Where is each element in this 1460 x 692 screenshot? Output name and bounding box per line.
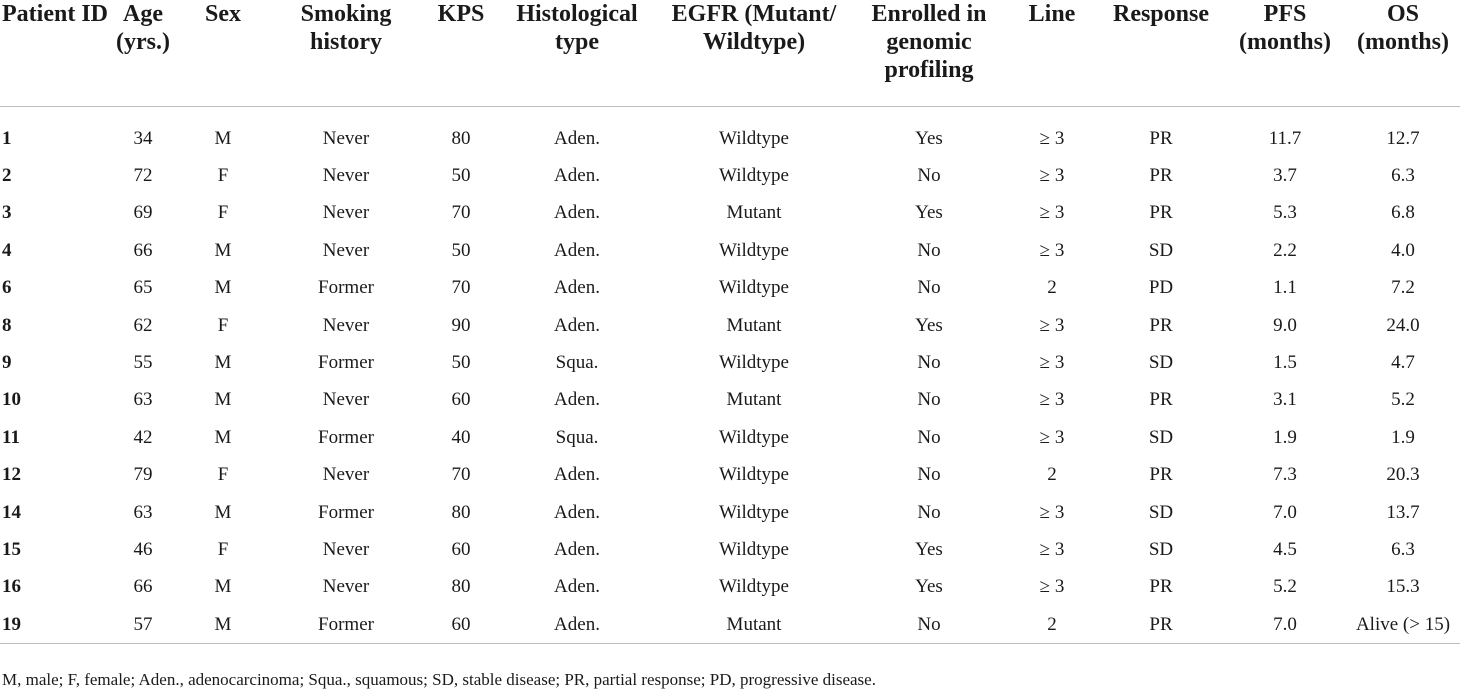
- table-row: [0, 120, 1460, 157]
- table-row: [0, 157, 1460, 194]
- cell-sex: M: [214, 426, 232, 448]
- cell-age: 42: [133, 426, 153, 448]
- cell-smoking-history: Never: [322, 165, 370, 187]
- cell-pfs: 11.7: [1268, 127, 1302, 149]
- cell-line: 2: [1047, 277, 1057, 299]
- cell-patient-id: 1: [2, 127, 12, 149]
- cell-genomic-profiling: No: [917, 165, 941, 187]
- header-egfr: EGFR (Mutant/ Wildtype): [656, 0, 852, 107]
- cell-os: 6.3: [1391, 538, 1415, 560]
- header-age: Age (yrs.): [108, 0, 178, 107]
- cell-patient-id: 15: [2, 538, 21, 560]
- cell-sex: M: [214, 389, 232, 411]
- header-row: [0, 0, 1460, 107]
- table-row: [0, 195, 1460, 232]
- cell-histological-type: Squa.: [555, 352, 599, 374]
- cell-egfr: Wildtype: [719, 239, 789, 261]
- cell-genomic-profiling: No: [852, 606, 1006, 644]
- cell-os: 5.2: [1391, 389, 1415, 411]
- cell-sex: M: [214, 239, 232, 261]
- cell-sex: M: [214, 127, 232, 149]
- spacer-row: [0, 107, 1460, 121]
- cell-egfr: Wildtype: [719, 576, 789, 598]
- cell-line: 2: [1047, 464, 1057, 486]
- cell-patient-id: 19: [0, 606, 108, 644]
- cell-egfr: Wildtype: [719, 464, 789, 486]
- cell-sex: M: [178, 606, 268, 644]
- cell-pfs: 2.2: [1273, 239, 1297, 261]
- cell-response: PR: [1149, 576, 1173, 598]
- cell-os: 4.0: [1391, 239, 1415, 261]
- table-row: [0, 232, 1460, 269]
- cell-kps: 60: [424, 606, 498, 644]
- cell-smoking-history: Former: [318, 277, 374, 299]
- cell-egfr: Wildtype: [719, 352, 789, 374]
- cell-egfr: Wildtype: [719, 277, 789, 299]
- cell-line: ≥ 3: [1039, 538, 1065, 560]
- cell-line: ≥ 3: [1039, 165, 1065, 187]
- cell-genomic-profiling: Yes: [915, 576, 943, 598]
- cell-line: ≥ 3: [1039, 239, 1065, 261]
- cell-patient-id: 16: [2, 576, 21, 598]
- cell-egfr: Mutant: [726, 389, 782, 411]
- cell-line: ≥ 3: [1039, 352, 1065, 374]
- header-response: Response: [1098, 0, 1224, 107]
- cell-response: PR: [1149, 165, 1173, 187]
- cell-histological-type: Squa.: [555, 426, 599, 448]
- cell-line: ≥ 3: [1039, 314, 1065, 336]
- header-line: Line: [1006, 0, 1098, 107]
- cell-age: 62: [133, 314, 153, 336]
- cell-age: 79: [133, 464, 153, 486]
- table-row: [0, 606, 1460, 644]
- cell-histological-type: Aden.: [554, 314, 600, 336]
- cell-line: ≥ 3: [1039, 576, 1065, 598]
- cell-smoking-history: Former: [318, 426, 374, 448]
- cell-pfs: 7.0: [1224, 606, 1346, 644]
- cell-genomic-profiling: No: [917, 239, 941, 261]
- table-row: [0, 344, 1460, 381]
- cell-histological-type: Aden.: [554, 239, 600, 261]
- cell-genomic-profiling: Yes: [915, 538, 943, 560]
- cell-age: 46: [133, 538, 153, 560]
- cell-patient-id: 3: [2, 202, 12, 224]
- cell-histological-type: Aden.: [554, 127, 600, 149]
- cell-response: SD: [1148, 426, 1174, 448]
- cell-response: PR: [1149, 314, 1173, 336]
- cell-pfs: 3.1: [1273, 389, 1297, 411]
- table-row: [0, 419, 1460, 456]
- cell-genomic-profiling: No: [917, 464, 941, 486]
- cell-os: 24.0: [1386, 314, 1420, 336]
- cell-pfs: 1.1: [1273, 277, 1297, 299]
- table-row: [0, 270, 1460, 307]
- cell-patient-id: 9: [2, 352, 12, 374]
- cell-sex: F: [217, 538, 229, 560]
- cell-os: 7.2: [1391, 277, 1415, 299]
- cell-os: 6.8: [1391, 202, 1415, 224]
- cell-genomic-profiling: No: [917, 426, 941, 448]
- cell-os: 12.7: [1386, 127, 1420, 149]
- cell-pfs: 5.2: [1273, 576, 1297, 598]
- cell-smoking-history: Never: [322, 127, 370, 149]
- cell-smoking-history: Never: [322, 202, 370, 224]
- cell-os: 1.9: [1391, 426, 1415, 448]
- cell-egfr: Mutant: [726, 202, 782, 224]
- cell-egfr: Mutant: [726, 314, 782, 336]
- cell-genomic-profiling: Yes: [915, 127, 943, 149]
- cell-line: ≥ 3: [1039, 202, 1065, 224]
- header-smoking-history: Smoking history: [268, 0, 424, 107]
- cell-sex: M: [214, 501, 232, 523]
- cell-smoking-history: Never: [322, 576, 370, 598]
- header-genomic-profiling: Enrolled in genomic profiling: [852, 0, 1006, 107]
- header-sex: Sex: [178, 0, 268, 107]
- header-patient-id: Patient ID: [0, 0, 108, 107]
- header-kps: KPS: [424, 0, 498, 107]
- cell-kps: 90: [451, 314, 471, 336]
- cell-line: 2: [1006, 606, 1098, 644]
- cell-histological-type: Aden.: [554, 389, 600, 411]
- header-os: OS (months): [1346, 0, 1460, 107]
- cell-kps: 40: [451, 426, 471, 448]
- cell-histological-type: Aden.: [554, 501, 600, 523]
- cell-histological-type: Aden.: [554, 464, 600, 486]
- cell-os: 20.3: [1386, 464, 1420, 486]
- cell-smoking-history: Never: [322, 464, 370, 486]
- table-row: [0, 457, 1460, 494]
- table-row: [0, 307, 1460, 344]
- cell-genomic-profiling: No: [917, 277, 941, 299]
- header-pfs: PFS (months): [1224, 0, 1346, 107]
- cell-kps: 70: [451, 202, 471, 224]
- cell-pfs: 7.3: [1273, 464, 1297, 486]
- header-histological-type: Histological type: [498, 0, 656, 107]
- cell-histological-type: Aden.: [554, 202, 600, 224]
- cell-sex: F: [217, 314, 229, 336]
- cell-pfs: 7.0: [1273, 501, 1297, 523]
- cell-response: SD: [1148, 501, 1174, 523]
- cell-line: ≥ 3: [1039, 389, 1065, 411]
- cell-age: 69: [133, 202, 153, 224]
- cell-kps: 50: [451, 239, 471, 261]
- cell-kps: 70: [451, 277, 471, 299]
- cell-genomic-profiling: No: [917, 352, 941, 374]
- cell-line: ≥ 3: [1039, 127, 1065, 149]
- cell-age: 66: [133, 576, 153, 598]
- cell-histological-type: Aden.: [498, 606, 656, 644]
- cell-response: PD: [1148, 277, 1174, 299]
- cell-kps: 70: [451, 464, 471, 486]
- cell-patient-id: 8: [2, 314, 12, 336]
- cell-response: PR: [1149, 127, 1173, 149]
- cell-age: 66: [133, 239, 153, 261]
- cell-os: 4.7: [1391, 352, 1415, 374]
- cell-response: PR: [1149, 464, 1173, 486]
- cell-sex: F: [217, 464, 229, 486]
- cell-smoking-history: Never: [322, 314, 370, 336]
- cell-smoking-history: Former: [268, 606, 424, 644]
- cell-response: SD: [1148, 239, 1174, 261]
- cell-egfr: Mutant: [656, 606, 852, 644]
- cell-response: PR: [1098, 606, 1224, 644]
- cell-age: 65: [133, 277, 153, 299]
- cell-kps: 80: [451, 576, 471, 598]
- cell-smoking-history: Never: [322, 538, 370, 560]
- cell-patient-id: 14: [2, 501, 21, 523]
- table-row: [0, 494, 1460, 531]
- cell-egfr: Wildtype: [719, 127, 789, 149]
- cell-age: 72: [133, 165, 153, 187]
- cell-os: 6.3: [1391, 165, 1415, 187]
- cell-patient-id: 11: [2, 426, 20, 448]
- cell-egfr: Wildtype: [719, 501, 789, 523]
- table-footnote: M, male; F, female; Aden., adenocarcinoma; Squa., squamous; SD, stable disease; PR, partial response; PD, progressive disease.: [2, 670, 876, 689]
- cell-kps: 50: [451, 352, 471, 374]
- cell-line: ≥ 3: [1039, 501, 1065, 523]
- cell-age: 63: [133, 501, 153, 523]
- cell-response: PR: [1149, 202, 1173, 224]
- cell-kps: 60: [451, 538, 471, 560]
- cell-smoking-history: Never: [322, 239, 370, 261]
- cell-os: Alive (> 15): [1346, 606, 1460, 644]
- cell-patient-id: 12: [2, 464, 21, 486]
- cell-smoking-history: Former: [318, 501, 374, 523]
- cell-pfs: 4.5: [1273, 538, 1297, 560]
- cell-os: 13.7: [1386, 501, 1420, 523]
- cell-line: ≥ 3: [1039, 426, 1065, 448]
- cell-patient-id: 4: [2, 239, 12, 261]
- cell-age: 34: [133, 127, 153, 149]
- cell-kps: 80: [451, 127, 471, 149]
- cell-sex: M: [214, 277, 232, 299]
- cell-sex: F: [217, 202, 229, 224]
- cell-sex: F: [217, 165, 229, 187]
- cell-kps: 80: [451, 501, 471, 523]
- cell-histological-type: Aden.: [554, 165, 600, 187]
- cell-sex: M: [214, 352, 232, 374]
- cell-response: SD: [1148, 538, 1174, 560]
- cell-pfs: 1.5: [1273, 352, 1297, 374]
- cell-egfr: Wildtype: [719, 538, 789, 560]
- cell-smoking-history: Never: [322, 389, 370, 411]
- cell-kps: 60: [451, 389, 471, 411]
- cell-age: 63: [133, 389, 153, 411]
- cell-pfs: 1.9: [1273, 426, 1297, 448]
- cell-genomic-profiling: Yes: [915, 202, 943, 224]
- cell-patient-id: 2: [2, 165, 12, 187]
- table-row: [0, 531, 1460, 568]
- cell-genomic-profiling: No: [917, 389, 941, 411]
- cell-histological-type: Aden.: [554, 576, 600, 598]
- cell-patient-id: 10: [2, 389, 21, 411]
- cell-histological-type: Aden.: [554, 277, 600, 299]
- cell-age: 57: [108, 606, 178, 644]
- cell-response: SD: [1148, 352, 1174, 374]
- cell-genomic-profiling: Yes: [915, 314, 943, 336]
- cell-genomic-profiling: No: [917, 501, 941, 523]
- table-row: [0, 382, 1460, 419]
- cell-sex: M: [214, 576, 232, 598]
- table-body: [0, 107, 1460, 644]
- cell-kps: 50: [451, 165, 471, 187]
- cell-pfs: 5.3: [1273, 202, 1297, 224]
- table-header: [0, 0, 1460, 107]
- cell-patient-id: 6: [2, 277, 12, 299]
- cell-os: 15.3: [1386, 576, 1420, 598]
- table-row: [0, 569, 1460, 606]
- cell-age: 55: [133, 352, 153, 374]
- cell-response: PR: [1149, 389, 1173, 411]
- cell-smoking-history: Former: [318, 352, 374, 374]
- cell-egfr: Wildtype: [719, 426, 789, 448]
- cell-histological-type: Aden.: [554, 538, 600, 560]
- cell-pfs: 9.0: [1273, 314, 1297, 336]
- cell-egfr: Wildtype: [719, 165, 789, 187]
- cell-pfs: 3.7: [1273, 165, 1297, 187]
